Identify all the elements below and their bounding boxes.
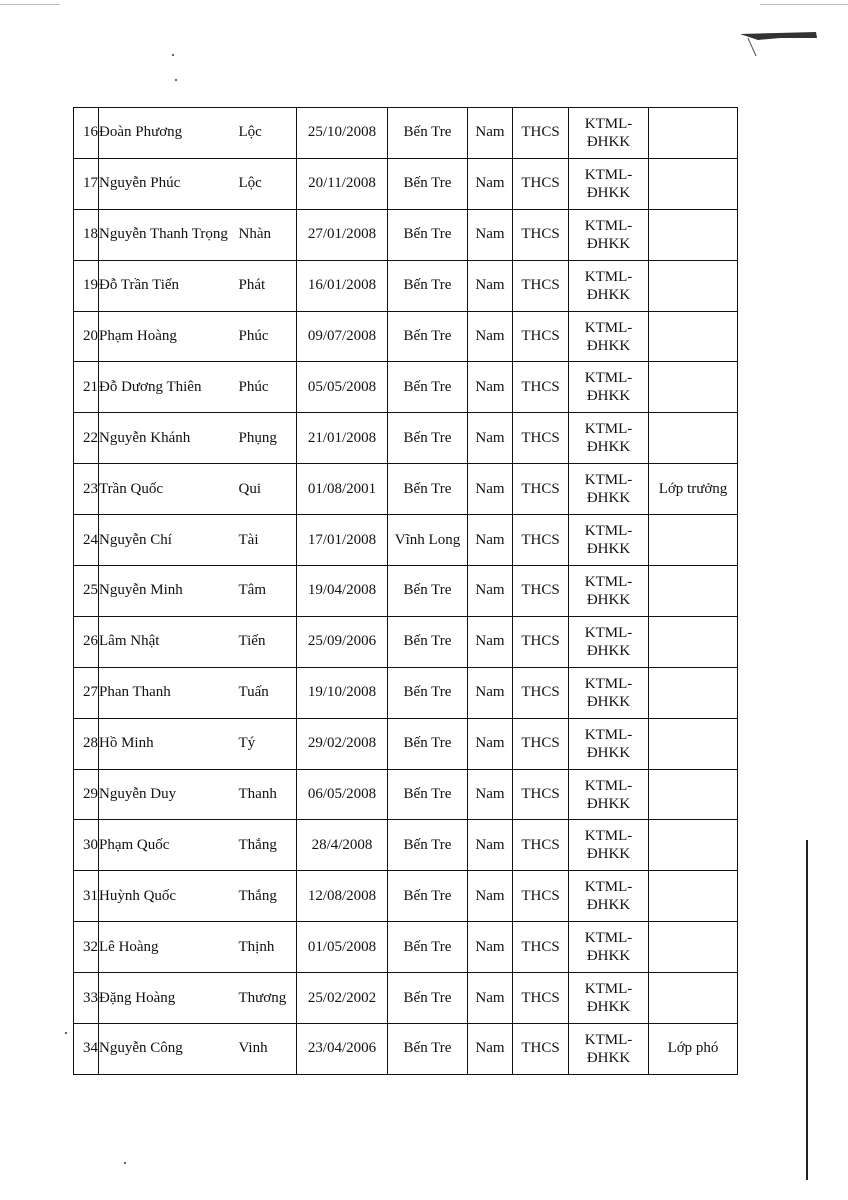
- place-of-birth: Bến Tre: [388, 667, 468, 718]
- education-level: THCS: [513, 158, 569, 209]
- education-level: THCS: [513, 464, 569, 515]
- place-of-birth: Bến Tre: [388, 566, 468, 617]
- class-name-line-2: ĐHKK: [586, 642, 631, 659]
- place-of-birth: Bến Tre: [388, 871, 468, 922]
- class-name-line-1: KTML-: [584, 1031, 633, 1048]
- table-row: [74, 566, 738, 617]
- student-given-name: Phúc: [239, 311, 297, 362]
- class-role: [649, 209, 738, 260]
- place-of-birth: Bến Tre: [388, 260, 468, 311]
- class-name-line-2: ĐHKK: [586, 286, 631, 303]
- table-row: [74, 158, 738, 209]
- place-of-birth: Bến Tre: [388, 464, 468, 515]
- class-name-line-2: ĐHKK: [586, 541, 631, 558]
- gender: Nam: [468, 616, 513, 667]
- table-row: [74, 1024, 738, 1075]
- date-of-birth: 16/01/2008: [297, 260, 388, 311]
- table-row: [74, 260, 738, 311]
- row-number: 34: [74, 1024, 99, 1075]
- date-of-birth: 01/05/2008: [297, 922, 388, 973]
- date-of-birth: 12/08/2008: [297, 871, 388, 922]
- gender: Nam: [468, 108, 513, 159]
- class-role: [649, 260, 738, 311]
- class-name-line-1: KTML-: [584, 981, 633, 998]
- class-name-line-1: KTML-: [584, 370, 633, 387]
- place-of-birth: Bến Tre: [388, 158, 468, 209]
- education-level: THCS: [513, 260, 569, 311]
- student-surname: Lâm Nhật: [99, 616, 239, 667]
- place-of-birth: Bến Tre: [388, 311, 468, 362]
- student-surname: Huỳnh Quốc: [99, 871, 239, 922]
- student-surname: Nguyễn Công: [99, 1024, 239, 1075]
- class-name-line-1: KTML-: [584, 726, 633, 743]
- class-name-line-1: KTML-: [584, 930, 633, 947]
- row-number: 20: [74, 311, 99, 362]
- class-name: [569, 209, 649, 260]
- table-row: [74, 718, 738, 769]
- class-name-line-1: KTML-: [584, 879, 633, 896]
- scan-speck: [65, 1032, 67, 1034]
- student-given-name: Tâm: [239, 566, 297, 617]
- education-level: THCS: [513, 1024, 569, 1075]
- class-name-line-1: KTML-: [584, 573, 633, 590]
- class-name-line-1: KTML-: [584, 624, 633, 641]
- class-name-line-1: KTML-: [584, 319, 633, 336]
- student-surname: Phạm Hoàng: [99, 311, 239, 362]
- student-surname: Nguyễn Duy: [99, 769, 239, 820]
- table-row: [74, 820, 738, 871]
- class-role: [649, 566, 738, 617]
- scan-top-edge: [0, 0, 848, 10]
- class-name: [569, 158, 649, 209]
- student-given-name: Tuấn: [239, 667, 297, 718]
- class-name-line-2: ĐHKK: [586, 388, 631, 405]
- date-of-birth: 17/01/2008: [297, 515, 388, 566]
- education-level: THCS: [513, 820, 569, 871]
- class-name-line-2: ĐHKK: [586, 591, 631, 608]
- student-given-name: Vinh: [239, 1024, 297, 1075]
- student-surname: Đặng Hoàng: [99, 973, 239, 1024]
- table-row: [74, 667, 738, 718]
- gender: Nam: [468, 515, 513, 566]
- class-name-line-2: ĐHKK: [586, 948, 631, 965]
- class-role: [649, 413, 738, 464]
- class-name: [569, 922, 649, 973]
- student-given-name: Tý: [239, 718, 297, 769]
- table-row: [74, 209, 738, 260]
- class-role: [649, 922, 738, 973]
- place-of-birth: Bến Tre: [388, 820, 468, 871]
- class-name: [569, 667, 649, 718]
- class-name: [569, 108, 649, 159]
- class-name-line-2: ĐHKK: [586, 133, 631, 150]
- table-row: [74, 616, 738, 667]
- student-given-name: Thắng: [239, 871, 297, 922]
- gender: Nam: [468, 209, 513, 260]
- table-row: [74, 362, 738, 413]
- student-surname: Nguyễn Khánh: [99, 413, 239, 464]
- class-name: [569, 311, 649, 362]
- student-given-name: Thắng: [239, 820, 297, 871]
- scan-speck: [124, 1162, 126, 1164]
- class-name-line-1: KTML-: [584, 777, 633, 794]
- student-given-name: Phát: [239, 260, 297, 311]
- gender: Nam: [468, 871, 513, 922]
- table-row: [74, 769, 738, 820]
- class-role: [649, 515, 738, 566]
- class-name-line-1: KTML-: [584, 472, 633, 489]
- table-row: [74, 413, 738, 464]
- gender: Nam: [468, 311, 513, 362]
- class-name-line-2: ĐHKK: [586, 1049, 631, 1066]
- roster-body: [74, 108, 738, 1075]
- student-surname: Nguyễn Chí: [99, 515, 239, 566]
- student-surname: Hồ Minh: [99, 718, 239, 769]
- student-given-name: Thương: [239, 973, 297, 1024]
- education-level: THCS: [513, 667, 569, 718]
- student-given-name: Lộc: [239, 158, 297, 209]
- class-role: [649, 311, 738, 362]
- class-name: [569, 718, 649, 769]
- gender: Nam: [468, 769, 513, 820]
- class-name-line-2: ĐHKK: [586, 439, 631, 456]
- student-given-name: Tiến: [239, 616, 297, 667]
- row-number: 27: [74, 667, 99, 718]
- class-name: [569, 260, 649, 311]
- class-name: [569, 566, 649, 617]
- student-given-name: Thịnh: [239, 922, 297, 973]
- class-name-line-2: ĐHKK: [586, 897, 631, 914]
- class-role: [649, 769, 738, 820]
- class-name-line-2: ĐHKK: [586, 744, 631, 761]
- place-of-birth: Bến Tre: [388, 108, 468, 159]
- date-of-birth: 21/01/2008: [297, 413, 388, 464]
- scan-speck: [172, 54, 174, 56]
- class-name-line-1: KTML-: [584, 523, 633, 540]
- class-name-line-2: ĐHKK: [586, 235, 631, 252]
- scan-speck: [175, 79, 177, 81]
- class-name: [569, 871, 649, 922]
- date-of-birth: 27/01/2008: [297, 209, 388, 260]
- education-level: THCS: [513, 616, 569, 667]
- class-name-line-2: ĐHKK: [586, 693, 631, 710]
- class-name-line-2: ĐHKK: [586, 184, 631, 201]
- student-given-name: Thanh: [239, 769, 297, 820]
- student-surname: Nguyễn Phúc: [99, 158, 239, 209]
- date-of-birth: 23/04/2006: [297, 1024, 388, 1075]
- education-level: THCS: [513, 362, 569, 413]
- class-name-line-1: KTML-: [584, 217, 633, 234]
- class-role: Lớp phó: [649, 1024, 738, 1075]
- class-name-line-1: KTML-: [584, 268, 633, 285]
- class-role: [649, 616, 738, 667]
- student-roster-table: [73, 107, 738, 1075]
- class-role: [649, 820, 738, 871]
- date-of-birth: 06/05/2008: [297, 769, 388, 820]
- gender: Nam: [468, 158, 513, 209]
- date-of-birth: 09/07/2008: [297, 311, 388, 362]
- education-level: THCS: [513, 718, 569, 769]
- row-number: 30: [74, 820, 99, 871]
- place-of-birth: Bến Tre: [388, 616, 468, 667]
- class-role: [649, 158, 738, 209]
- student-surname: Phan Thanh: [99, 667, 239, 718]
- row-number: 22: [74, 413, 99, 464]
- class-name: [569, 1024, 649, 1075]
- class-role: Lớp trưởng: [649, 464, 738, 515]
- education-level: THCS: [513, 566, 569, 617]
- class-role: [649, 667, 738, 718]
- date-of-birth: 19/10/2008: [297, 667, 388, 718]
- row-number: 33: [74, 973, 99, 1024]
- class-name: [569, 769, 649, 820]
- class-name: [569, 973, 649, 1024]
- class-name: [569, 413, 649, 464]
- student-surname: Lê Hoàng: [99, 922, 239, 973]
- class-name-line-1: KTML-: [584, 675, 633, 692]
- gender: Nam: [468, 820, 513, 871]
- row-number: 32: [74, 922, 99, 973]
- class-name-line-1: KTML-: [584, 421, 633, 438]
- place-of-birth: Bến Tre: [388, 413, 468, 464]
- row-number: 28: [74, 718, 99, 769]
- row-number: 23: [74, 464, 99, 515]
- education-level: THCS: [513, 515, 569, 566]
- gender: Nam: [468, 667, 513, 718]
- student-given-name: Lộc: [239, 108, 297, 159]
- education-level: THCS: [513, 209, 569, 260]
- class-name-line-1: KTML-: [584, 828, 633, 845]
- date-of-birth: 01/08/2001: [297, 464, 388, 515]
- student-surname: Đỗ Trần Tiến: [99, 260, 239, 311]
- gender: Nam: [468, 260, 513, 311]
- class-name: [569, 820, 649, 871]
- student-given-name: Phúc: [239, 362, 297, 413]
- student-surname: Nguyễn Minh: [99, 566, 239, 617]
- place-of-birth: Bến Tre: [388, 973, 468, 1024]
- gender: Nam: [468, 1024, 513, 1075]
- place-of-birth: Vĩnh Long: [388, 515, 468, 566]
- student-given-name: Nhàn: [239, 209, 297, 260]
- class-role: [649, 718, 738, 769]
- table-row: [74, 973, 738, 1024]
- gender: Nam: [468, 362, 513, 413]
- table-row: [74, 922, 738, 973]
- scan-right-edge: [806, 840, 808, 1180]
- place-of-birth: Bến Tre: [388, 362, 468, 413]
- gender: Nam: [468, 922, 513, 973]
- class-name-line-2: ĐHKK: [586, 846, 631, 863]
- student-given-name: Tài: [239, 515, 297, 566]
- row-number: 16: [74, 108, 99, 159]
- date-of-birth: 25/10/2008: [297, 108, 388, 159]
- education-level: THCS: [513, 871, 569, 922]
- class-role: [649, 871, 738, 922]
- date-of-birth: 20/11/2008: [297, 158, 388, 209]
- education-level: THCS: [513, 311, 569, 362]
- class-name-line-2: ĐHKK: [586, 490, 631, 507]
- row-number: 18: [74, 209, 99, 260]
- class-name: [569, 616, 649, 667]
- row-number: 19: [74, 260, 99, 311]
- student-surname: Đoàn Phương: [99, 108, 239, 159]
- education-level: THCS: [513, 973, 569, 1024]
- row-number: 26: [74, 616, 99, 667]
- row-number: 17: [74, 158, 99, 209]
- row-number: 21: [74, 362, 99, 413]
- class-role: [649, 108, 738, 159]
- row-number: 25: [74, 566, 99, 617]
- place-of-birth: Bến Tre: [388, 922, 468, 973]
- student-given-name: Qui: [239, 464, 297, 515]
- class-name: [569, 464, 649, 515]
- table-row: [74, 871, 738, 922]
- table-row: [74, 108, 738, 159]
- gender: Nam: [468, 566, 513, 617]
- row-number: 29: [74, 769, 99, 820]
- gender: Nam: [468, 464, 513, 515]
- place-of-birth: Bến Tre: [388, 1024, 468, 1075]
- table-row: [74, 464, 738, 515]
- date-of-birth: 19/04/2008: [297, 566, 388, 617]
- class-name: [569, 515, 649, 566]
- place-of-birth: Bến Tre: [388, 718, 468, 769]
- class-role: [649, 973, 738, 1024]
- student-surname: Nguyễn Thanh Trọng: [99, 209, 239, 260]
- class-name: [569, 362, 649, 413]
- education-level: THCS: [513, 769, 569, 820]
- student-surname: Phạm Quốc: [99, 820, 239, 871]
- student-surname: Đỗ Dương Thiên: [99, 362, 239, 413]
- gender: Nam: [468, 973, 513, 1024]
- gender: Nam: [468, 718, 513, 769]
- education-level: THCS: [513, 922, 569, 973]
- class-name-line-2: ĐHKK: [586, 795, 631, 812]
- education-level: THCS: [513, 413, 569, 464]
- education-level: THCS: [513, 108, 569, 159]
- row-number: 24: [74, 515, 99, 566]
- table-row: [74, 515, 738, 566]
- scan-corner-mark: [740, 30, 818, 60]
- class-name-line-1: KTML-: [584, 115, 633, 132]
- date-of-birth: 29/02/2008: [297, 718, 388, 769]
- student-given-name: Phụng: [239, 413, 297, 464]
- class-role: [649, 362, 738, 413]
- table-row: [74, 311, 738, 362]
- date-of-birth: 28/4/2008: [297, 820, 388, 871]
- gender: Nam: [468, 413, 513, 464]
- row-number: 31: [74, 871, 99, 922]
- date-of-birth: 05/05/2008: [297, 362, 388, 413]
- place-of-birth: Bến Tre: [388, 769, 468, 820]
- class-name-line-2: ĐHKK: [586, 999, 631, 1016]
- place-of-birth: Bến Tre: [388, 209, 468, 260]
- student-surname: Trần Quốc: [99, 464, 239, 515]
- date-of-birth: 25/02/2002: [297, 973, 388, 1024]
- date-of-birth: 25/09/2006: [297, 616, 388, 667]
- class-name-line-2: ĐHKK: [586, 337, 631, 354]
- class-name-line-1: KTML-: [584, 166, 633, 183]
